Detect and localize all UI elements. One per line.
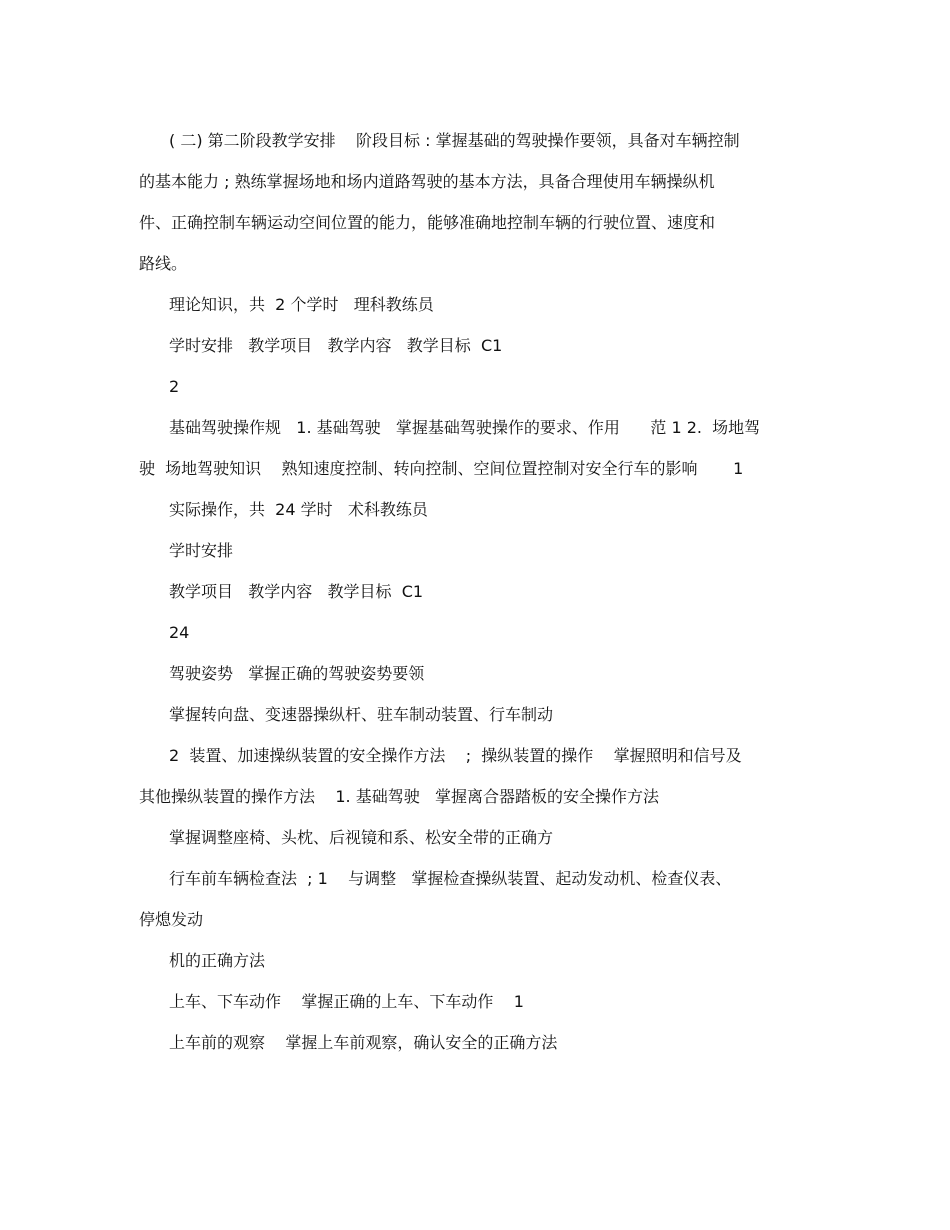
theory-heading: 理论知识，共 2 个学时 理科教练员 [169, 295, 434, 314]
practice-heading: 实际操作，共 24 学时 术科教练员 [169, 500, 428, 519]
practice-row-posture: 驾驶姿势 掌握正确的驾驶姿势要领 [169, 664, 425, 683]
practice-hours-label: 学时安排 [169, 541, 234, 560]
practice-table-header: 教学项目 教学内容 教学目标 C1 [169, 582, 424, 601]
paragraph-stage-goal-line-2: 的基本能力 ; 熟练掌握场地和场内道路驾驶的基本方法，具备合理使用车辆操纵机 [139, 172, 715, 191]
practice-hours-value: 24 [169, 623, 190, 642]
practice-row-seat-adjust: 掌握调整座椅、头枕、后视镜和系、松安全带的正确方 [169, 828, 554, 847]
practice-row-vehicle-check-2: 停熄发动 [139, 910, 204, 929]
theory-hours-value: 2 [169, 377, 180, 396]
practice-row-observation: 上车前的观察 掌握上车前观察，确认安全的正确方法 [169, 1033, 558, 1052]
theory-row-line-1: 基础驾驶操作规 1. 基础驾驶 掌握基础驾驶操作的要求、作用 范 1 2. 场地驾 [169, 418, 761, 437]
practice-row-controls-3: 其他操纵装置的操作方法 1. 基础驾驶 掌握离合器踏板的安全操作方法 [139, 787, 659, 806]
practice-row-controls-2: 2 装置、加速操纵装置的安全操作方法 ; 操纵装置的操作 掌握照明和信号及 [169, 746, 742, 765]
theory-table-header: 学时安排 教学项目 教学内容 教学目标 C1 [169, 336, 503, 355]
practice-row-vehicle-check-3: 机的正确方法 [169, 951, 266, 970]
practice-row-controls-1: 掌握转向盘、变速器操纵杆、驻车制动装置、行车制动 [169, 705, 554, 724]
practice-row-vehicle-check-1: 行车前车辆检查法 ; 1 与调整 掌握检查操纵装置、起动发动机、检查仪表、 [169, 869, 732, 888]
paragraph-stage-goal-line-1: ( 二) 第二阶段教学安排 阶段目标 : 掌握基础的驾驶操作要领，具备对车辆控制 [169, 131, 740, 150]
paragraph-stage-goal-line-4: 路线。 [139, 254, 188, 273]
paragraph-stage-goal-line-3: 件、正确控制车辆运动空间位置的能力，能够准确地控制车辆的行驶位置、速度和 [139, 213, 716, 232]
practice-row-boarding: 上车、下车动作 掌握正确的上车、下车动作 1 [169, 992, 524, 1011]
theory-row-line-2: 驶 场地驾驶知识 熟知速度控制、转向控制、空间位置控制对安全行车的影响 1 [139, 459, 744, 478]
